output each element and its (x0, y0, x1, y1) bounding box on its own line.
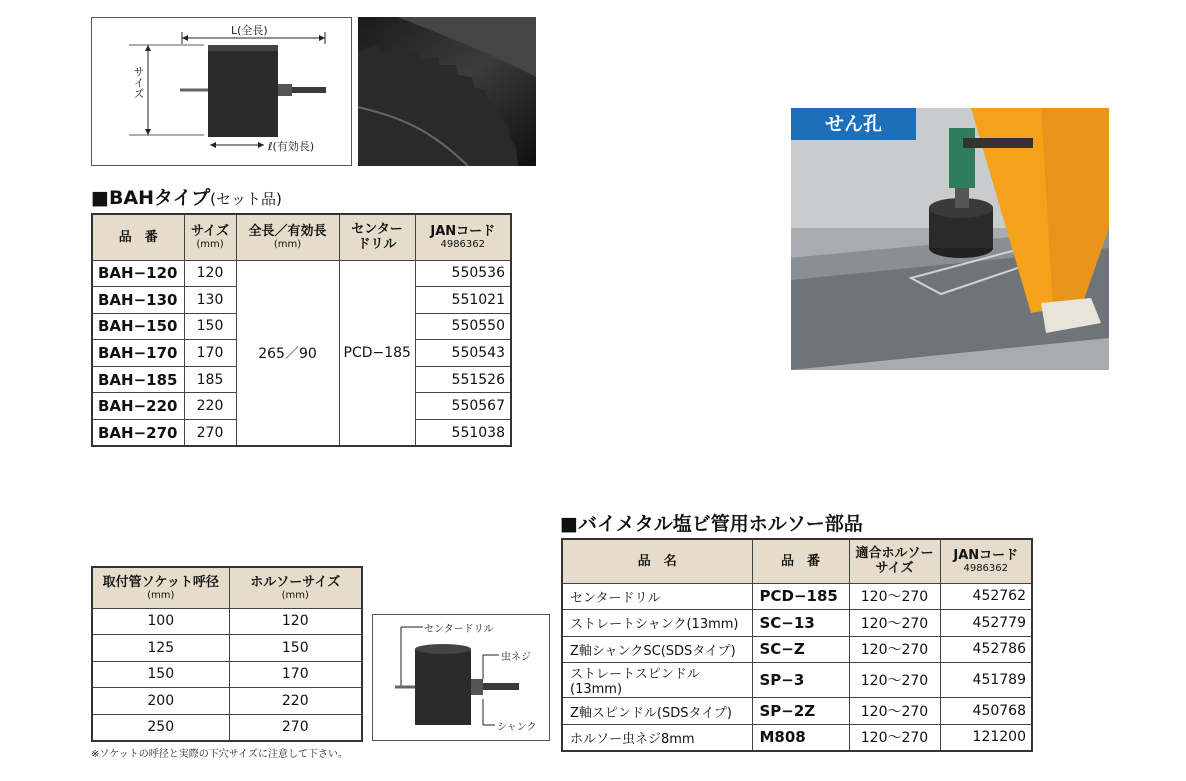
bah-jan: 551526 (415, 366, 511, 393)
size-label: サイズ (132, 66, 145, 99)
table-row (92, 260, 511, 287)
part-fit: 120〜270 (849, 698, 940, 725)
bah-jan: 550543 (415, 340, 511, 367)
table-row (562, 698, 1032, 725)
bah-header-length (236, 214, 339, 260)
bah-jan: 550567 (415, 393, 511, 420)
bah-code: BAH−270 (92, 420, 184, 447)
bah-title-main: ■BAHタイプ (91, 187, 211, 209)
bah-jan: 550550 (415, 313, 511, 340)
bah-code: BAH−170 (92, 340, 184, 367)
table-row (562, 663, 1032, 698)
socket-saw: 170 (229, 661, 362, 688)
effective-length-label: ℓ(有効長) (268, 140, 315, 153)
table-row (562, 610, 1032, 637)
assembly-center-drill-label: センタードリル (424, 624, 494, 635)
table-row (562, 724, 1032, 751)
part-jan: 451789 (940, 663, 1032, 698)
bah-header-size-unit: (mm) (196, 239, 224, 251)
saw-blade-photo (358, 17, 536, 166)
part-fit: 120〜270 (849, 663, 940, 698)
part-jan: 450768 (940, 698, 1032, 725)
parts-section-title: ■バイメタル塩ビ管用ホルソー部品 (560, 513, 863, 535)
bah-jan: 551021 (415, 287, 511, 314)
parts-header-jan-prefix: 4986362 (963, 563, 1009, 575)
part-jan: 452779 (940, 610, 1032, 637)
parts-header-fit-2: サイズ (875, 561, 914, 577)
parts-header-row (562, 539, 1032, 583)
bah-length-value: 265／90 (236, 260, 339, 446)
table-row (92, 661, 362, 688)
part-name: Z軸シャンクSC(SDSタイプ) (562, 636, 752, 663)
socket-header-pipe (92, 567, 229, 608)
socket-header-saw-unit: (mm) (281, 589, 309, 601)
part-name: ストレートスピンドル(13mm) (562, 663, 752, 698)
photo-label: せん孔 (791, 108, 916, 140)
assembly-shank-label: シャンク (497, 722, 537, 733)
bah-size: 170 (184, 340, 236, 367)
part-jan: 452762 (940, 583, 1032, 610)
bah-size: 270 (184, 420, 236, 447)
socket-header-row (92, 567, 362, 608)
bah-size: 220 (184, 393, 236, 420)
socket-pipe: 125 (92, 635, 229, 662)
table-row (92, 688, 362, 715)
bah-size: 150 (184, 313, 236, 340)
bah-header-length-label: 全長／有効長 (248, 224, 327, 240)
bah-section-title (91, 183, 282, 210)
socket-header-saw-label: ホルソーサイズ (250, 574, 341, 590)
bah-header-size-label: サイズ (191, 224, 229, 240)
bah-header-size (184, 214, 236, 260)
parts-header-jan (940, 539, 1032, 583)
bah-code: BAH−130 (92, 287, 184, 314)
bah-title-sub: (セット品) (210, 190, 282, 208)
assembly-diagram (372, 614, 550, 741)
socket-note: ※ソケットの呼径と実際の下穴サイズに注意して下さい。 (91, 749, 348, 760)
saw-blade-image (358, 17, 536, 166)
parts-header-fit (849, 539, 940, 583)
table-row (92, 714, 362, 741)
socket-saw: 270 (229, 714, 362, 741)
bah-header-drill (339, 214, 415, 260)
bah-header-drill-2: ドリル (357, 237, 397, 253)
socket-saw: 150 (229, 635, 362, 662)
bah-code: BAH−220 (92, 393, 184, 420)
bah-jan: 551038 (415, 420, 511, 447)
drilling-photo (791, 108, 1109, 370)
part-fit: 120〜270 (849, 610, 940, 637)
part-fit: 120〜270 (849, 636, 940, 663)
table-row (562, 636, 1032, 663)
bah-code: BAH−185 (92, 366, 184, 393)
part-code: PCD−185 (752, 583, 849, 610)
socket-pipe: 100 (92, 608, 229, 635)
bah-size: 120 (184, 260, 236, 287)
socket-table (91, 566, 363, 742)
bah-header-drill-1: センター (351, 222, 403, 238)
bah-header-jan-label: JANコード (430, 224, 496, 240)
part-jan: 121200 (940, 724, 1032, 751)
bah-code: BAH−150 (92, 313, 184, 340)
bah-header-length-unit: (mm) (273, 239, 302, 251)
bah-table (91, 213, 512, 447)
bah-size: 130 (184, 287, 236, 314)
socket-saw: 220 (229, 688, 362, 715)
table-row (562, 583, 1032, 610)
bah-size: 185 (184, 366, 236, 393)
bah-header-row (92, 214, 511, 260)
part-code: SC−Z (752, 636, 849, 663)
length-label: L(全長) (231, 24, 268, 37)
socket-header-saw (229, 567, 362, 608)
part-name: Z軸スピンドル(SDSタイプ) (562, 698, 752, 725)
table-row (92, 635, 362, 662)
assembly-screw-label: 虫ネジ (501, 652, 531, 663)
parts-table (561, 538, 1033, 752)
part-code: SC−13 (752, 610, 849, 637)
part-fit: 120〜270 (849, 724, 940, 751)
bah-drill-value: PCD−185 (339, 260, 415, 446)
table-row (92, 608, 362, 635)
bah-header-jan (415, 214, 511, 260)
socket-saw: 120 (229, 608, 362, 635)
dimension-diagram (91, 17, 352, 166)
bah-code: BAH−120 (92, 260, 184, 287)
socket-pipe: 200 (92, 688, 229, 715)
part-code: SP−2Z (752, 698, 849, 725)
parts-header-code: 品 番 (752, 539, 849, 583)
parts-header-fit-1: 適合ホルソー (855, 546, 934, 562)
part-name: ストレートシャンク(13mm) (562, 610, 752, 637)
part-code: M808 (752, 724, 849, 751)
bah-header-jan-prefix: 4986362 (440, 239, 486, 251)
socket-header-pipe-unit: (mm) (147, 589, 175, 601)
drilling-image (791, 108, 1109, 370)
part-fit: 120〜270 (849, 583, 940, 610)
part-jan: 452786 (940, 636, 1032, 663)
socket-pipe: 150 (92, 661, 229, 688)
parts-header-jan-label: JANコード (953, 548, 1019, 564)
bah-jan: 550536 (415, 260, 511, 287)
socket-header-pipe-label: 取付管ソケット呼径 (102, 574, 219, 590)
parts-header-name: 品 名 (562, 539, 752, 583)
part-name: センタードリル (562, 583, 752, 610)
part-name: ホルソー虫ネジ8mm (562, 724, 752, 751)
bah-header-code: 品 番 (92, 214, 184, 260)
part-code: SP−3 (752, 663, 849, 698)
socket-pipe: 250 (92, 714, 229, 741)
